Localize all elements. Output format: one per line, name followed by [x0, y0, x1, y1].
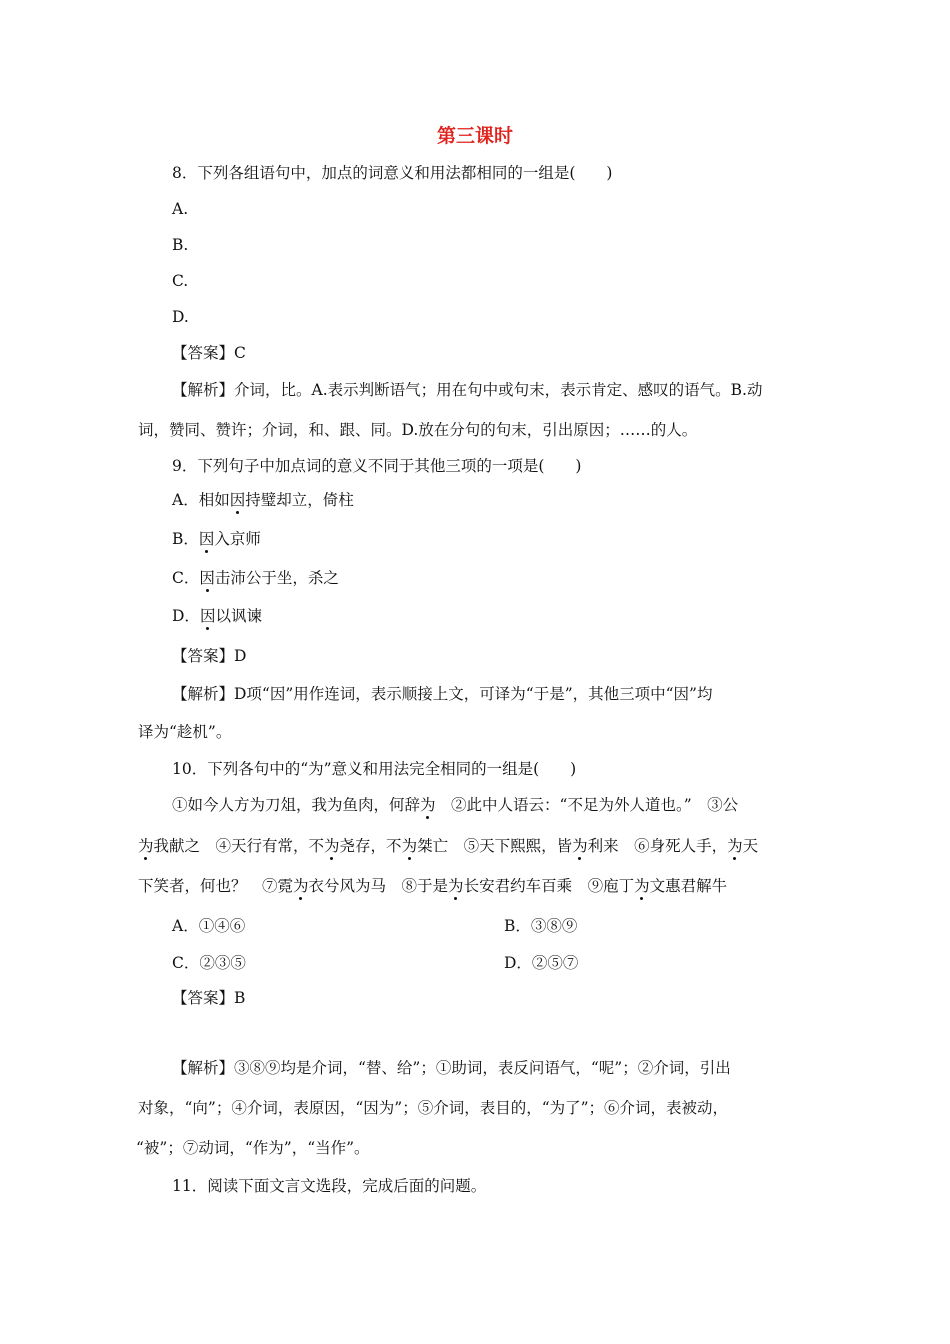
page-title: 第三课时 [436, 125, 513, 147]
q9-option-d: D．因以讽谏 [172, 607, 262, 625]
q10-sentences-line: 为我献之 ④天行有常，不为尧存，不为桀亡 ⑤天下熙熙，皆为利来 ⑥身死人手，为天 [138, 837, 759, 855]
q8-option-b: B. [172, 236, 189, 254]
q8-option-a: A. [172, 200, 189, 218]
emphasis-dot-word: 为 [324, 837, 340, 855]
q9-answer: 【答案】D [172, 647, 247, 665]
emphasis-dot-word: 因 [198, 530, 215, 548]
emphasis-dot-word: 为 [420, 796, 436, 814]
q8-option-c: C. [172, 272, 189, 290]
q10-answer: 【答案】B [172, 989, 246, 1007]
q10-option-d: D．②⑤⑦ [504, 954, 579, 972]
q9-option-c: C．因击沛公于坐，杀之 [172, 569, 339, 587]
emphasis-dot-word: 为 [401, 837, 418, 855]
emphasis-dot-word: 为 [727, 837, 743, 855]
q10-stem: 10．下列各句中的“为”意义和用法完全相同的一组是( ) [172, 760, 577, 778]
q9-stem: 9．下列句子中加点词的意义不同于其他三项的一项是( ) [172, 457, 582, 475]
emphasis-dot-word: 为 [448, 877, 464, 895]
q10-analysis-line: “被”；⑦动词，“作为”，“当作”。 [136, 1139, 370, 1157]
q9-analysis-line: 译为“趁机”。 [138, 723, 232, 741]
q11-stem: 11．阅读下面文言文选段，完成后面的问题。 [172, 1177, 487, 1195]
q10-option-c: C．②③⑤ [172, 954, 246, 972]
emphasis-dot-word: 为 [572, 837, 588, 855]
q10-sentences-line: 下笑者，何也？ ⑦霓为衣兮风为马 ⑧于是为长安君约车百乘 ⑨庖丁为文惠君解牛 [138, 877, 728, 895]
emphasis-dot-word: 为 [138, 837, 154, 855]
q8-option-d: D. [172, 308, 189, 326]
q10-analysis-line: 【解析】③⑧⑨均是介词，“替、给”；①助词，表反问语气，“呢”；②介词，引出 [172, 1059, 731, 1077]
q8-analysis-line: 【解析】介词，比。A.表示判断语气；用在句中或句末，表示肯定、感叹的语气。B.动 [172, 381, 763, 399]
q10-analysis-line: 对象，“向”；④介词，表原因，“因为”；⑤介词，表目的，“为了”；⑥介词，表被动， [138, 1099, 729, 1117]
q8-stem: 8．下列各组语句中，加点的词意义和用法都相同的一组是( ) [172, 164, 613, 182]
emphasis-dot-word: 为 [293, 877, 309, 895]
q9-option-b: B．因入京师 [172, 530, 261, 548]
q9-analysis-line: 【解析】D项“因”用作连词，表示顺接上文，可译为“于是”，其他三项中“因”均 [172, 685, 713, 703]
q9-option-a: A．相如因持璧却立，倚柱 [172, 491, 354, 509]
emphasis-dot-word: 因 [229, 491, 246, 509]
q8-analysis-line: 词，赞同、赞许；介词，和、跟、同。D.放在分句的句末，引出原因；……的人。 [138, 421, 698, 439]
q10-sentences-line: ①如今人方为刀俎，我为鱼肉，何辞为 ②此中人语云：“不足为外人道也。” ③公 [172, 796, 739, 814]
q10-option-a: A．①④⑥ [172, 917, 246, 935]
q10-option-b: B．③⑧⑨ [504, 917, 578, 935]
emphasis-dot-word: 因 [199, 607, 216, 625]
emphasis-dot-word: 因 [199, 569, 215, 587]
emphasis-dot-word: 为 [634, 877, 650, 895]
q8-answer: 【答案】C [172, 344, 246, 362]
